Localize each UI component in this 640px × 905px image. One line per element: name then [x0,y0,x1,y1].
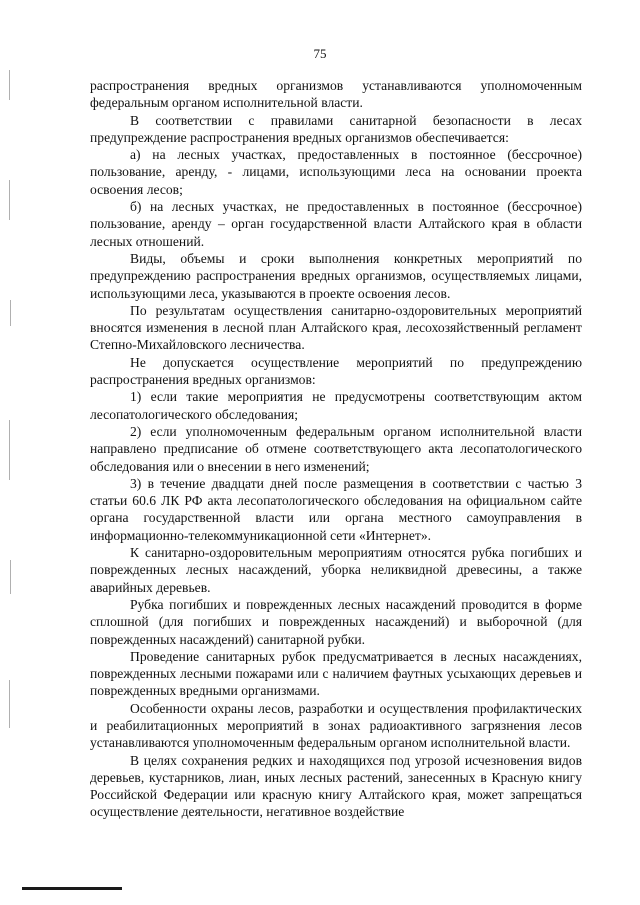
paragraph-results: По результатам осуществления санитарно-оздоровительных мероприятий вносятся изменения в лесной план Алтайского края, лесохозяйственный регламент Степно-Михайловского лесничества. [90,302,582,353]
scan-edge-mark [10,300,11,326]
paragraph-radioactive-zones: Особенности охраны лесов, разработки и осуществления профилактических и реабилитационных мероприятий в зонах радиоактивного загрязнения лесов устанавливаются уполномоченным федеральным органом исполнительной власти. [90,700,582,751]
paragraph-red-book: В целях сохранения редких и находящихся под угрозой исчезновения видов деревьев, кустарников, лиан, иных лесных растений, занесенных в Красную книгу Российской Федерации или красную книгу Алтайского края, может запрещаться осуществление деятельности, негативное воздействие [90,752,582,820]
paragraph-condition-2: 2) если уполномоченным федеральным органом исполнительной власти направлено предписание об отмене соответствующего акта лесопатологического обследования или о внесении в него изменений; [90,423,582,474]
paragraph-sanitary-measures: К санитарно-оздоровительным мероприятиям относятся рубка погибших и поврежденных лесных насаждений, уборка неликвидной древесины, а также аварийных деревьев. [90,545,582,595]
bottom-rule [22,887,122,890]
scan-edge-mark [9,420,10,480]
paragraph-measures-scope: Виды, объемы и сроки выполнения конкретных мероприятий по предупреждению распространения вредных организмов, осуществляемых лицами, использующими леса, указываются в проекте освоения лесов. [90,250,582,301]
scan-edge-mark [9,70,10,100]
paragraph-sanitary-felling: Проведение санитарных рубок предусматривается в лесных насаждениях, поврежденных лесными пожарами или с наличием фаутных усыхающих деревьев и поврежденных вредными организмами. [90,648,582,699]
scan-edge-mark [10,560,11,594]
paragraph-condition-3: 3) в течение двадцати дней после размещения в соответствии с частью 3 статьи 60.6 ЛК РФ акта лесопатологического обследования на официальном сайте органа государственной власти или органа местного самоуправления в информационно-телекоммуникационной сети «Интернет». [90,475,582,543]
scan-edge-mark [9,180,10,220]
paragraph-not-allowed: Не допускается осуществление мероприятий по предупреждению распространения вредных организмов: [90,354,582,388]
paragraph-continuation: распространения вредных организмов устанавливаются уполномоченным федеральным органом исполнительной власти. [90,78,582,111]
page-number: 75 [313,46,327,61]
paragraph-felling-forms: Рубка погибших и поврежденных лесных насаждений проводится в форме сплошной (для погибших и поврежденных насаждений) и выборочной (для поврежденных насаждений) санитарной рубки. [90,596,582,647]
paragraph-condition-1: 1) если такие мероприятия не предусмотрены соответствующим актом лесопатологического обследования; [90,389,582,422]
scan-edge-mark [9,680,10,728]
paragraph-item-b: б) на лесных участках, не предоставленных в постоянное (бессрочное) пользование, аренду – орган государственной власти Алтайского края в области лесных отношений. [90,199,582,249]
document-body [90,77,582,821]
paragraph-item-a: а) на лесных участках, предоставленных в постоянное (бессрочное) пользование, аренду, - лицами, использующими леса на основании проекта освоения лесов; [90,147,582,197]
paragraph-sanitary-rules: В соответствии с правилами санитарной безопасности в лесах предупреждение распространения вредных организмов обеспечивается: [90,112,582,145]
